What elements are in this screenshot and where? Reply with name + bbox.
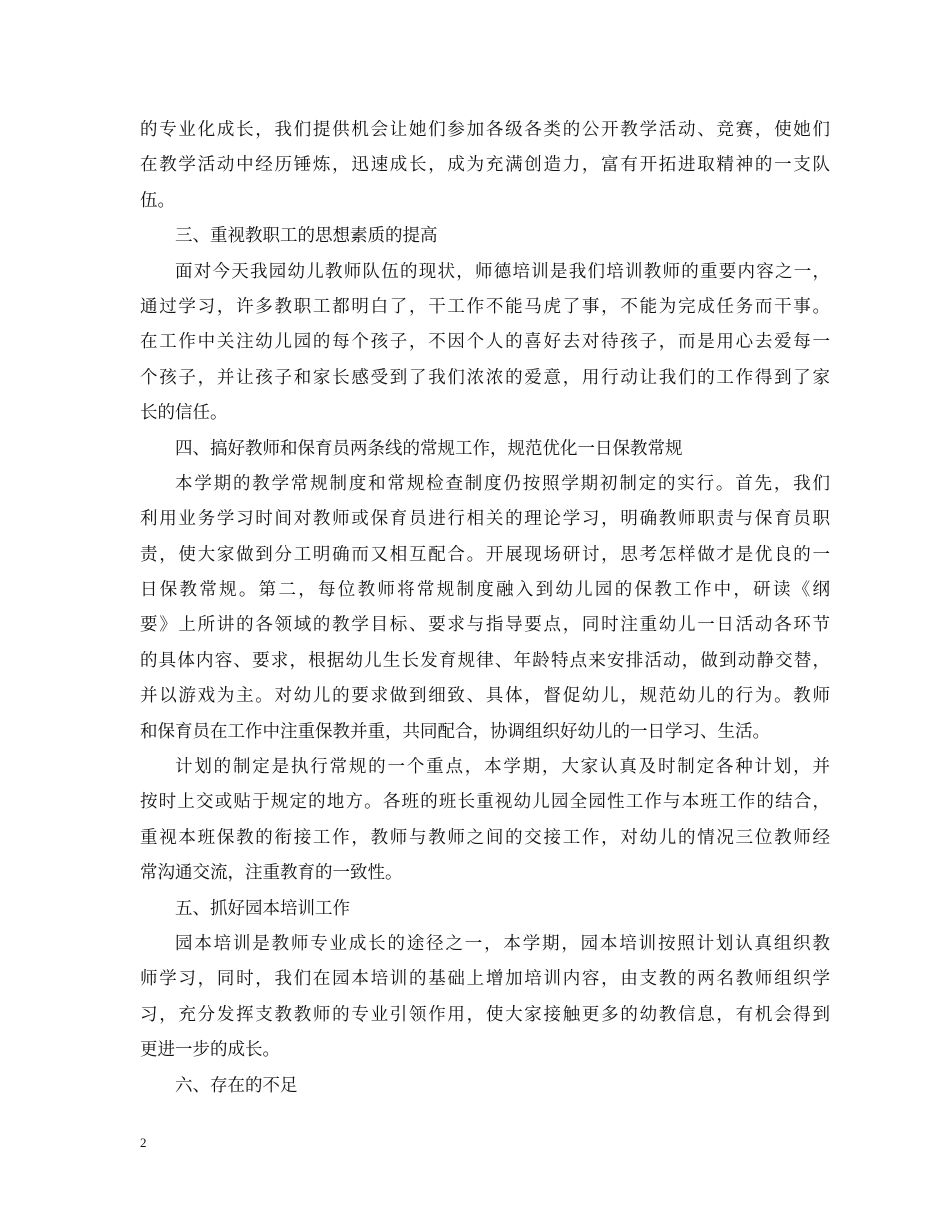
text-line: 日保教常规。第二，每位教师将常规制度融入到幼儿园的保教工作中，研读《纲 bbox=[140, 580, 830, 601]
text-line: 重视本班保教的衔接工作，教师与教师之间的交接工作，对幼儿的情况三位教师经 bbox=[140, 827, 830, 848]
text-line: 园本培训是教师专业成长的途径之一，本学期，园本培训按照计划认真组织教 bbox=[175, 933, 830, 954]
text-line: 常沟通交流，注重教育的一致性。 bbox=[140, 863, 403, 884]
text-line: 五、抓好园本培训工作 bbox=[175, 898, 350, 919]
text-line: 利用业务学习时间对教师或保育员进行相关的理论学习，明确教师职责与保育员职 bbox=[140, 509, 830, 530]
text-line: 师学习，同时，我们在园本培训的基础上增加培训内容，由支教的两名教师组织学 bbox=[140, 969, 830, 990]
text-line: 伍。 bbox=[140, 190, 175, 211]
text-line: 计划的制定是执行常规的一个重点，本学期，大家认真及时制定各种计划，并 bbox=[175, 757, 830, 778]
text-line: 六、存在的不足 bbox=[175, 1075, 298, 1096]
text-line: 习，充分发挥支教教师的专业引领作用，使大家接触更多的幼教信息，有机会得到 bbox=[140, 1004, 830, 1025]
text-line: 本学期的教学常规制度和常规检查制度仍按照学期初制定的实行。首先，我们 bbox=[175, 473, 830, 494]
text-line: 责，使大家做到分工明确而又相互配合。开展现场研讨，思考怎样做才是优良的一 bbox=[140, 544, 830, 565]
text-line: 长的信任。 bbox=[140, 403, 228, 424]
body-text bbox=[140, 113, 830, 1104]
text-line: 在教学活动中经历锤炼，迅速成长，成为充满创造力，富有开拓进取精神的一支队 bbox=[140, 155, 830, 176]
text-line: 通过学习，许多教职工都明白了，干工作不能马虎了事，不能为完成任务而干事。 bbox=[140, 296, 830, 317]
text-line: 面对今天我园幼儿教师队伍的现状，师德培训是我们培训教师的重要内容之一， bbox=[175, 261, 830, 282]
text-line: 的专业化成长，我们提供机会让她们参加各级各类的公开教学活动、竞赛，使她们 bbox=[140, 120, 830, 140]
text-line: 四、搞好教师和保育员两条线的常规工作，规范优化一日保教常规 bbox=[175, 438, 683, 459]
text-line: 和保育员在工作中注重保教并重，共同配合，协调组织好幼儿的一日学习、生活。 bbox=[140, 721, 770, 742]
text-line: 的具体内容、要求，根据幼儿生长发育规律、年龄特点来安排活动，做到动静交替， bbox=[140, 650, 830, 671]
text-line: 要》上所讲的各领域的教学目标、要求与指导要点，同时注重幼儿一日活动各环节 bbox=[140, 615, 830, 636]
text-line: 更进一步的成长。 bbox=[140, 1040, 280, 1061]
text-line: 三、重视教职工的思想素质的提高 bbox=[175, 226, 438, 247]
text-line: 在工作中关注幼儿园的每个孩子，不因个人的喜好去对待孩子，而是用心去爱每一 bbox=[140, 332, 830, 353]
text-line: 按时上交或贴于规定的地方。各班的班长重视幼儿园全园性工作与本班工作的结合， bbox=[140, 792, 830, 813]
text-line: 个孩子，并让孩子和家长感受到了我们浓浓的爱意，用行动让我们的工作得到了家 bbox=[140, 367, 830, 388]
page-number: 2 bbox=[140, 1135, 147, 1150]
text-line: 并以游戏为主。对幼儿的要求做到细致、具体，督促幼儿，规范幼儿的行为。教师 bbox=[140, 686, 830, 707]
